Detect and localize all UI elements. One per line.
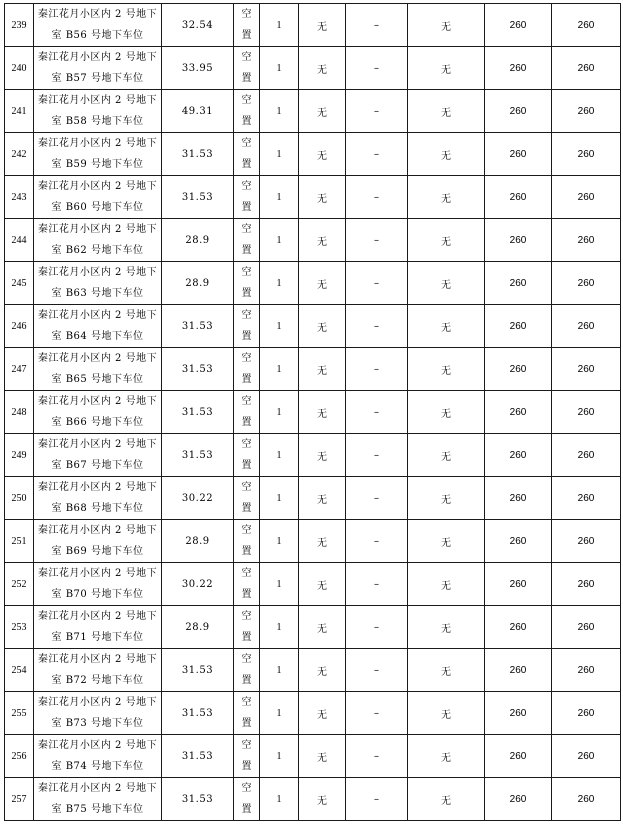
occupancy-status bbox=[234, 649, 260, 692]
table-row bbox=[5, 520, 621, 563]
seizure-value: 无 bbox=[408, 348, 485, 391]
parking-description bbox=[34, 391, 162, 434]
status-line-1: 空 bbox=[241, 138, 252, 149]
area-value: 31.53 bbox=[162, 391, 234, 434]
occupancy-status bbox=[234, 4, 260, 47]
status-line-1: 空 bbox=[241, 783, 252, 794]
parking-description bbox=[34, 692, 162, 735]
parking-description bbox=[34, 520, 162, 563]
dash-value: – bbox=[346, 133, 408, 176]
price-a-value: 260 bbox=[485, 348, 552, 391]
area-value: 28.9 bbox=[162, 520, 234, 563]
description-line-1: 秦江花月小区内 2 号地下 bbox=[37, 396, 158, 407]
status-line-2: 置 bbox=[241, 288, 252, 299]
status-line-1: 空 bbox=[241, 525, 252, 536]
table-row bbox=[5, 348, 621, 391]
description-line-1: 秦江花月小区内 2 号地下 bbox=[37, 353, 158, 364]
mortgage-value: 无 bbox=[299, 434, 346, 477]
table-row bbox=[5, 778, 621, 821]
row-number: 255 bbox=[5, 692, 34, 735]
seizure-value: 无 bbox=[408, 606, 485, 649]
dash-value: – bbox=[346, 47, 408, 90]
seizure-value: 无 bbox=[408, 692, 485, 735]
mortgage-value: 无 bbox=[299, 520, 346, 563]
status-line-2: 置 bbox=[241, 675, 252, 686]
area-value: 31.53 bbox=[162, 649, 234, 692]
quantity-value: 1 bbox=[260, 4, 299, 47]
parking-description bbox=[34, 133, 162, 176]
status-line-1: 空 bbox=[241, 439, 252, 450]
area-value: 28.9 bbox=[162, 606, 234, 649]
price-a-value: 260 bbox=[485, 47, 552, 90]
seizure-value: 无 bbox=[408, 735, 485, 778]
dash-value: – bbox=[346, 563, 408, 606]
status-line-1: 空 bbox=[241, 482, 252, 493]
description-line-2: 室 B56 号地下车位 bbox=[51, 30, 144, 41]
price-b-value: 260 bbox=[552, 692, 621, 735]
seizure-value: 无 bbox=[408, 649, 485, 692]
description-line-1: 秦江花月小区内 2 号地下 bbox=[37, 525, 158, 536]
status-line-1: 空 bbox=[241, 95, 252, 106]
parking-description bbox=[34, 4, 162, 47]
description-line-2: 室 B63 号地下车位 bbox=[51, 288, 144, 299]
area-value: 31.53 bbox=[162, 735, 234, 778]
price-a-value: 260 bbox=[485, 176, 552, 219]
parking-description bbox=[34, 348, 162, 391]
row-number: 242 bbox=[5, 133, 34, 176]
quantity-value: 1 bbox=[260, 262, 299, 305]
table-row bbox=[5, 47, 621, 90]
price-b-value: 260 bbox=[552, 520, 621, 563]
dash-value: – bbox=[346, 176, 408, 219]
row-number: 246 bbox=[5, 305, 34, 348]
seizure-value: 无 bbox=[408, 778, 485, 821]
table-row bbox=[5, 262, 621, 305]
status-line-1: 空 bbox=[241, 568, 252, 579]
dash-value: – bbox=[346, 348, 408, 391]
occupancy-status bbox=[234, 606, 260, 649]
description-line-1: 秦江花月小区内 2 号地下 bbox=[37, 9, 158, 20]
description-line-2: 室 B75 号地下车位 bbox=[51, 804, 144, 815]
parking-description bbox=[34, 219, 162, 262]
price-b-value: 260 bbox=[552, 606, 621, 649]
quantity-value: 1 bbox=[260, 649, 299, 692]
mortgage-value: 无 bbox=[299, 176, 346, 219]
status-line-2: 置 bbox=[241, 718, 252, 729]
parking-description bbox=[34, 305, 162, 348]
price-b-value: 260 bbox=[552, 649, 621, 692]
status-line-2: 置 bbox=[241, 546, 252, 557]
status-line-1: 空 bbox=[241, 654, 252, 665]
dash-value: – bbox=[346, 477, 408, 520]
seizure-value: 无 bbox=[408, 133, 485, 176]
status-line-2: 置 bbox=[241, 159, 252, 170]
quantity-value: 1 bbox=[260, 692, 299, 735]
status-line-2: 置 bbox=[241, 503, 252, 514]
status-line-1: 空 bbox=[241, 740, 252, 751]
description-line-2: 室 B67 号地下车位 bbox=[51, 460, 144, 471]
table-row bbox=[5, 219, 621, 262]
status-line-2: 置 bbox=[241, 589, 252, 600]
parking-description bbox=[34, 563, 162, 606]
occupancy-status bbox=[234, 176, 260, 219]
seizure-value: 无 bbox=[408, 4, 485, 47]
status-line-1: 空 bbox=[241, 224, 252, 235]
table-row bbox=[5, 391, 621, 434]
description-line-2: 室 B70 号地下车位 bbox=[51, 589, 144, 600]
seizure-value: 无 bbox=[408, 305, 485, 348]
area-value: 30.22 bbox=[162, 477, 234, 520]
area-value: 31.53 bbox=[162, 348, 234, 391]
status-line-2: 置 bbox=[241, 417, 252, 428]
quantity-value: 1 bbox=[260, 563, 299, 606]
area-value: 31.53 bbox=[162, 133, 234, 176]
mortgage-value: 无 bbox=[299, 90, 346, 133]
parking-description bbox=[34, 778, 162, 821]
description-line-1: 秦江花月小区内 2 号地下 bbox=[37, 181, 158, 192]
description-line-2: 室 B57 号地下车位 bbox=[51, 73, 144, 84]
occupancy-status bbox=[234, 391, 260, 434]
parking-description bbox=[34, 262, 162, 305]
quantity-value: 1 bbox=[260, 305, 299, 348]
description-line-1: 秦江花月小区内 2 号地下 bbox=[37, 138, 158, 149]
seizure-value: 无 bbox=[408, 391, 485, 434]
description-line-1: 秦江花月小区内 2 号地下 bbox=[37, 310, 158, 321]
price-a-value: 260 bbox=[485, 563, 552, 606]
area-value: 31.53 bbox=[162, 434, 234, 477]
quantity-value: 1 bbox=[260, 90, 299, 133]
price-b-value: 260 bbox=[552, 219, 621, 262]
parking-description bbox=[34, 434, 162, 477]
mortgage-value: 无 bbox=[299, 47, 346, 90]
description-line-1: 秦江花月小区内 2 号地下 bbox=[37, 654, 158, 665]
row-number: 252 bbox=[5, 563, 34, 606]
mortgage-value: 无 bbox=[299, 778, 346, 821]
mortgage-value: 无 bbox=[299, 219, 346, 262]
occupancy-status bbox=[234, 692, 260, 735]
mortgage-value: 无 bbox=[299, 391, 346, 434]
quantity-value: 1 bbox=[260, 477, 299, 520]
table-body bbox=[5, 4, 621, 821]
seizure-value: 无 bbox=[408, 520, 485, 563]
price-b-value: 260 bbox=[552, 477, 621, 520]
description-line-1: 秦江花月小区内 2 号地下 bbox=[37, 740, 158, 751]
occupancy-status bbox=[234, 133, 260, 176]
parking-description bbox=[34, 735, 162, 778]
status-line-1: 空 bbox=[241, 611, 252, 622]
quantity-value: 1 bbox=[260, 434, 299, 477]
mortgage-value: 无 bbox=[299, 133, 346, 176]
price-a-value: 260 bbox=[485, 391, 552, 434]
status-line-2: 置 bbox=[241, 331, 252, 342]
mortgage-value: 无 bbox=[299, 692, 346, 735]
status-line-2: 置 bbox=[241, 73, 252, 84]
quantity-value: 1 bbox=[260, 133, 299, 176]
area-value: 31.53 bbox=[162, 778, 234, 821]
table-row bbox=[5, 735, 621, 778]
table-row bbox=[5, 477, 621, 520]
row-number: 240 bbox=[5, 47, 34, 90]
price-b-value: 260 bbox=[552, 133, 621, 176]
description-line-2: 室 B68 号地下车位 bbox=[51, 503, 144, 514]
occupancy-status bbox=[234, 262, 260, 305]
area-value: 49.31 bbox=[162, 90, 234, 133]
table-row bbox=[5, 649, 621, 692]
status-line-1: 空 bbox=[241, 697, 252, 708]
description-line-1: 秦江花月小区内 2 号地下 bbox=[37, 95, 158, 106]
price-a-value: 260 bbox=[485, 520, 552, 563]
price-a-value: 260 bbox=[485, 90, 552, 133]
row-number: 254 bbox=[5, 649, 34, 692]
mortgage-value: 无 bbox=[299, 477, 346, 520]
seizure-value: 无 bbox=[408, 262, 485, 305]
row-number: 248 bbox=[5, 391, 34, 434]
description-line-2: 室 B66 号地下车位 bbox=[51, 417, 144, 428]
occupancy-status bbox=[234, 520, 260, 563]
mortgage-value: 无 bbox=[299, 606, 346, 649]
occupancy-status bbox=[234, 778, 260, 821]
seizure-value: 无 bbox=[408, 176, 485, 219]
occupancy-status bbox=[234, 348, 260, 391]
area-value: 28.9 bbox=[162, 262, 234, 305]
seizure-value: 无 bbox=[408, 90, 485, 133]
description-line-2: 室 B59 号地下车位 bbox=[51, 159, 144, 170]
table-row bbox=[5, 176, 621, 219]
occupancy-status bbox=[234, 735, 260, 778]
area-value: 31.53 bbox=[162, 305, 234, 348]
description-line-2: 室 B62 号地下车位 bbox=[51, 245, 144, 256]
price-b-value: 260 bbox=[552, 348, 621, 391]
dash-value: – bbox=[346, 735, 408, 778]
quantity-value: 1 bbox=[260, 735, 299, 778]
area-value: 31.53 bbox=[162, 692, 234, 735]
mortgage-value: 无 bbox=[299, 735, 346, 778]
status-line-2: 置 bbox=[241, 804, 252, 815]
description-line-2: 室 B74 号地下车位 bbox=[51, 761, 144, 772]
status-line-1: 空 bbox=[241, 267, 252, 278]
area-value: 31.53 bbox=[162, 176, 234, 219]
row-number: 241 bbox=[5, 90, 34, 133]
status-line-1: 空 bbox=[241, 181, 252, 192]
price-a-value: 260 bbox=[485, 305, 552, 348]
status-line-1: 空 bbox=[241, 396, 252, 407]
occupancy-status bbox=[234, 563, 260, 606]
description-line-2: 室 B71 号地下车位 bbox=[51, 632, 144, 643]
description-line-1: 秦江花月小区内 2 号地下 bbox=[37, 224, 158, 235]
description-line-2: 室 B64 号地下车位 bbox=[51, 331, 144, 342]
table-row bbox=[5, 90, 621, 133]
dash-value: – bbox=[346, 262, 408, 305]
description-line-1: 秦江花月小区内 2 号地下 bbox=[37, 52, 158, 63]
price-a-value: 260 bbox=[485, 692, 552, 735]
dash-value: – bbox=[346, 692, 408, 735]
dash-value: – bbox=[346, 305, 408, 348]
mortgage-value: 无 bbox=[299, 563, 346, 606]
price-a-value: 260 bbox=[485, 133, 552, 176]
mortgage-value: 无 bbox=[299, 348, 346, 391]
row-number: 257 bbox=[5, 778, 34, 821]
seizure-value: 无 bbox=[408, 477, 485, 520]
dash-value: – bbox=[346, 434, 408, 477]
price-b-value: 260 bbox=[552, 434, 621, 477]
seizure-value: 无 bbox=[408, 219, 485, 262]
status-line-1: 空 bbox=[241, 9, 252, 20]
quantity-value: 1 bbox=[260, 391, 299, 434]
row-number: 250 bbox=[5, 477, 34, 520]
table-row bbox=[5, 563, 621, 606]
price-a-value: 260 bbox=[485, 262, 552, 305]
seizure-value: 无 bbox=[408, 47, 485, 90]
area-value: 33.95 bbox=[162, 47, 234, 90]
description-line-2: 室 B69 号地下车位 bbox=[51, 546, 144, 557]
table-row bbox=[5, 606, 621, 649]
price-a-value: 260 bbox=[485, 649, 552, 692]
quantity-value: 1 bbox=[260, 778, 299, 821]
description-line-1: 秦江花月小区内 2 号地下 bbox=[37, 439, 158, 450]
table-row bbox=[5, 133, 621, 176]
price-a-value: 260 bbox=[485, 219, 552, 262]
mortgage-value: 无 bbox=[299, 305, 346, 348]
price-b-value: 260 bbox=[552, 735, 621, 778]
status-line-2: 置 bbox=[241, 245, 252, 256]
price-b-value: 260 bbox=[552, 4, 621, 47]
mortgage-value: 无 bbox=[299, 262, 346, 305]
status-line-2: 置 bbox=[241, 30, 252, 41]
description-line-1: 秦江花月小区内 2 号地下 bbox=[37, 783, 158, 794]
table-row bbox=[5, 4, 621, 47]
dash-value: – bbox=[346, 90, 408, 133]
description-line-1: 秦江花月小区内 2 号地下 bbox=[37, 568, 158, 579]
price-b-value: 260 bbox=[552, 262, 621, 305]
row-number: 245 bbox=[5, 262, 34, 305]
row-number: 253 bbox=[5, 606, 34, 649]
area-value: 32.54 bbox=[162, 4, 234, 47]
seizure-value: 无 bbox=[408, 434, 485, 477]
occupancy-status bbox=[234, 47, 260, 90]
parking-description bbox=[34, 90, 162, 133]
price-b-value: 260 bbox=[552, 90, 621, 133]
price-a-value: 260 bbox=[485, 735, 552, 778]
description-line-1: 秦江花月小区内 2 号地下 bbox=[37, 267, 158, 278]
status-line-1: 空 bbox=[241, 310, 252, 321]
price-b-value: 260 bbox=[552, 563, 621, 606]
mortgage-value: 无 bbox=[299, 649, 346, 692]
quantity-value: 1 bbox=[260, 47, 299, 90]
quantity-value: 1 bbox=[260, 219, 299, 262]
row-number: 239 bbox=[5, 4, 34, 47]
price-b-value: 260 bbox=[552, 305, 621, 348]
status-line-2: 置 bbox=[241, 374, 252, 385]
price-b-value: 260 bbox=[552, 778, 621, 821]
description-line-1: 秦江花月小区内 2 号地下 bbox=[37, 611, 158, 622]
price-a-value: 260 bbox=[485, 778, 552, 821]
parking-description bbox=[34, 649, 162, 692]
row-number: 247 bbox=[5, 348, 34, 391]
row-number: 249 bbox=[5, 434, 34, 477]
mortgage-value: 无 bbox=[299, 4, 346, 47]
dash-value: – bbox=[346, 520, 408, 563]
price-a-value: 260 bbox=[485, 477, 552, 520]
parking-space-table bbox=[4, 3, 621, 821]
price-b-value: 260 bbox=[552, 47, 621, 90]
status-line-2: 置 bbox=[241, 116, 252, 127]
description-line-2: 室 B65 号地下车位 bbox=[51, 374, 144, 385]
seizure-value: 无 bbox=[408, 563, 485, 606]
status-line-2: 置 bbox=[241, 761, 252, 772]
dash-value: – bbox=[346, 219, 408, 262]
description-line-2: 室 B58 号地下车位 bbox=[51, 116, 144, 127]
dash-value: – bbox=[346, 649, 408, 692]
table-row bbox=[5, 692, 621, 735]
parking-description bbox=[34, 176, 162, 219]
description-line-2: 室 B60 号地下车位 bbox=[51, 202, 144, 213]
status-line-2: 置 bbox=[241, 460, 252, 471]
area-value: 30.22 bbox=[162, 563, 234, 606]
description-line-2: 室 B73 号地下车位 bbox=[51, 718, 144, 729]
quantity-value: 1 bbox=[260, 520, 299, 563]
row-number: 251 bbox=[5, 520, 34, 563]
occupancy-status bbox=[234, 90, 260, 133]
price-a-value: 260 bbox=[485, 606, 552, 649]
dash-value: – bbox=[346, 4, 408, 47]
dash-value: – bbox=[346, 606, 408, 649]
quantity-value: 1 bbox=[260, 176, 299, 219]
description-line-1: 秦江花月小区内 2 号地下 bbox=[37, 697, 158, 708]
table-row bbox=[5, 434, 621, 477]
parking-description bbox=[34, 606, 162, 649]
dash-value: – bbox=[346, 778, 408, 821]
parking-description bbox=[34, 477, 162, 520]
occupancy-status bbox=[234, 305, 260, 348]
parking-description bbox=[34, 47, 162, 90]
description-line-2: 室 B72 号地下车位 bbox=[51, 675, 144, 686]
description-line-1: 秦江花月小区内 2 号地下 bbox=[37, 482, 158, 493]
price-a-value: 260 bbox=[485, 434, 552, 477]
occupancy-status bbox=[234, 477, 260, 520]
status-line-1: 空 bbox=[241, 353, 252, 364]
quantity-value: 1 bbox=[260, 606, 299, 649]
occupancy-status bbox=[234, 219, 260, 262]
status-line-1: 空 bbox=[241, 52, 252, 63]
row-number: 256 bbox=[5, 735, 34, 778]
row-number: 244 bbox=[5, 219, 34, 262]
price-b-value: 260 bbox=[552, 176, 621, 219]
status-line-2: 置 bbox=[241, 632, 252, 643]
row-number: 243 bbox=[5, 176, 34, 219]
table-row bbox=[5, 305, 621, 348]
area-value: 28.9 bbox=[162, 219, 234, 262]
price-b-value: 260 bbox=[552, 391, 621, 434]
quantity-value: 1 bbox=[260, 348, 299, 391]
occupancy-status bbox=[234, 434, 260, 477]
status-line-2: 置 bbox=[241, 202, 252, 213]
dash-value: – bbox=[346, 391, 408, 434]
price-a-value: 260 bbox=[485, 4, 552, 47]
